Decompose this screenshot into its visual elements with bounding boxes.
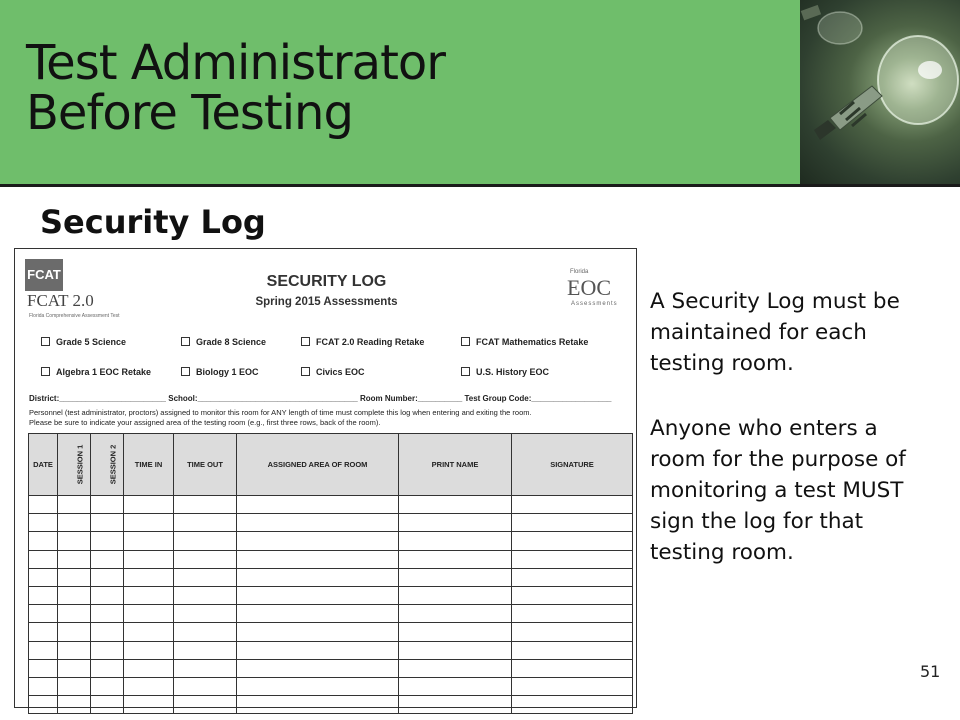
log-table-header xyxy=(29,434,633,496)
table-row xyxy=(29,532,633,550)
light-bulb-icon xyxy=(800,0,960,186)
form-instructions-line1: Personnel (test administrator, proctors) assigned to monitor this room for ANY length of time must complete this log when entering and exiting the room. xyxy=(29,408,532,417)
checkbox-grade-5-science: Grade 5 Science xyxy=(41,337,126,347)
fcat2-logo: FCAT 2.0 xyxy=(27,291,94,310)
col-time-in: TIME IN xyxy=(124,434,174,496)
title-band xyxy=(0,0,800,186)
table-row xyxy=(29,514,633,532)
checkbox-fcat-math-retake: FCAT Mathematics Retake xyxy=(461,337,588,347)
log-table xyxy=(28,433,633,714)
bullet-security-log-required: A Security Log must be maintained for each testing room. xyxy=(650,289,900,376)
col-date: DATE xyxy=(29,434,58,496)
slide-title-line2: Before Testing xyxy=(26,85,353,141)
table-row xyxy=(29,550,633,568)
security-log-form-image xyxy=(14,248,637,708)
checkbox-grade-8-science: Grade 8 Science xyxy=(181,337,266,347)
table-row xyxy=(29,568,633,586)
form-instructions-line2: Please be sure to indicate your assigned area of the testing room (e.g., first three rows, back of the room). xyxy=(29,418,381,427)
header-divider xyxy=(0,184,960,187)
col-time-out: TIME OUT xyxy=(174,434,237,496)
col-print-name: PRINT NAME xyxy=(399,434,512,496)
table-row xyxy=(29,605,633,623)
table-row xyxy=(29,641,633,659)
fcat2-tagline: Florida Comprehensive Assessment Test xyxy=(29,313,120,319)
eoc-logo: EOC xyxy=(567,275,611,300)
form-title: SECURITY LOG xyxy=(266,273,387,290)
checkbox-algebra-eoc-retake: Algebra 1 EOC Retake xyxy=(41,367,151,377)
slide-body-text xyxy=(650,286,918,602)
col-signature: SIGNATURE xyxy=(512,434,633,496)
section-title: Security Log xyxy=(40,203,266,241)
bullet-monitor-must-sign: Anyone who enters a room for the purpose of monitoring a test MUST sign the log for that testing room. xyxy=(650,416,906,565)
checkbox-civics-eoc: Civics EOC xyxy=(301,367,365,377)
table-row xyxy=(29,659,633,677)
table-row xyxy=(29,696,633,714)
table-row xyxy=(29,677,633,695)
table-row xyxy=(29,586,633,604)
form-subtitle: Spring 2015 Assessments xyxy=(255,296,398,308)
slide-title-line1: Test Administrator xyxy=(26,35,445,91)
col-session-2: SESSION 2 xyxy=(91,434,124,496)
table-row xyxy=(29,623,633,641)
checkbox-fcat-reading-retake: FCAT 2.0 Reading Retake xyxy=(301,337,424,347)
checkbox-biology-eoc: Biology 1 EOC xyxy=(181,367,259,377)
table-row xyxy=(29,496,633,514)
page-number: 51 xyxy=(920,662,941,681)
eoc-logo-sub: Assessments xyxy=(571,301,618,307)
checkbox-us-history-eoc: U.S. History EOC xyxy=(461,367,549,377)
eoc-logo-state: Florida xyxy=(570,269,589,275)
fcat-logo: FCAT xyxy=(25,259,63,291)
form-field-line: District:________________________ School:____________________________________ Room Number:__________ Test Group Code:__________________ xyxy=(29,394,612,403)
slide-title xyxy=(26,35,445,141)
light-bulb-photo xyxy=(800,0,960,186)
col-assigned-area: ASSIGNED AREA OF ROOM xyxy=(237,434,399,496)
col-session-1: SESSION 1 xyxy=(58,434,91,496)
